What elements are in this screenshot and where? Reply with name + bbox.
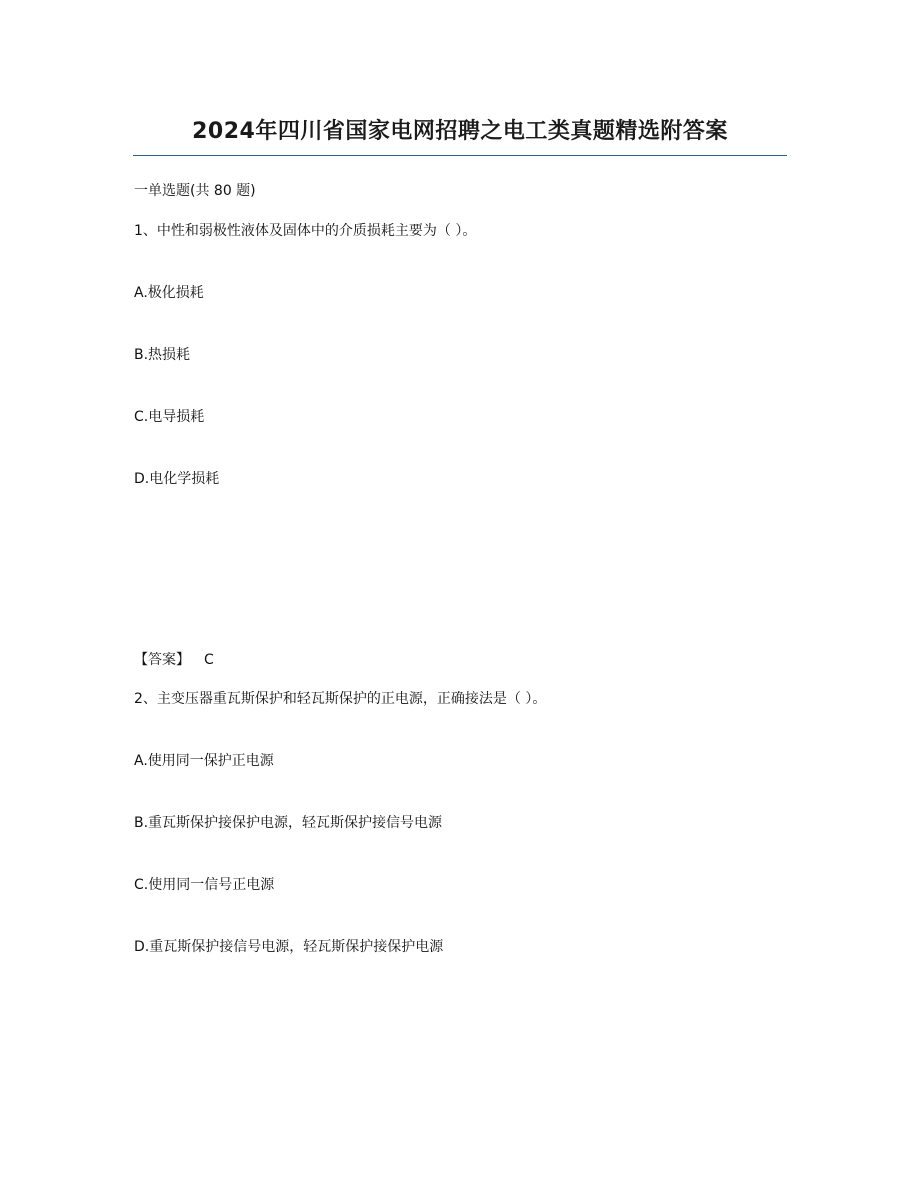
question-1-answer bbox=[134, 650, 214, 670]
title-divider bbox=[133, 155, 787, 156]
page-title: 2024年四川省国家电网招聘之电工类真题精选附答案 bbox=[192, 119, 728, 144]
question-1-stem: 1、中性和弱极性液体及固体中的介质损耗主要为（ ）。 bbox=[134, 223, 477, 239]
question-2-stem: 2、主变压器重瓦斯保护和轻瓦斯保护的正电源，正确接法是（ ）。 bbox=[134, 691, 547, 707]
question-2-option-d: D.重瓦斯保护接信号电源，轻瓦斯保护接保护电源 bbox=[134, 939, 444, 955]
section-heading: 一单选题(共 80 题) bbox=[134, 183, 256, 199]
question-2-option-b: B.重瓦斯保护接保护电源，轻瓦斯保护接信号电源 bbox=[134, 815, 443, 831]
question-1-option-b: B.热损耗 bbox=[134, 347, 191, 363]
question-1-option-c: C.电导损耗 bbox=[134, 409, 205, 425]
answer-value: C bbox=[204, 652, 214, 668]
question-2-option-a: A.使用同一保护正电源 bbox=[134, 753, 274, 769]
question-2-option-c: C.使用同一信号正电源 bbox=[134, 877, 275, 893]
question-1-option-a: A.极化损耗 bbox=[134, 285, 204, 301]
question-1-option-d: D.电化学损耗 bbox=[134, 471, 220, 487]
answer-label: 【答案】 bbox=[134, 652, 190, 668]
